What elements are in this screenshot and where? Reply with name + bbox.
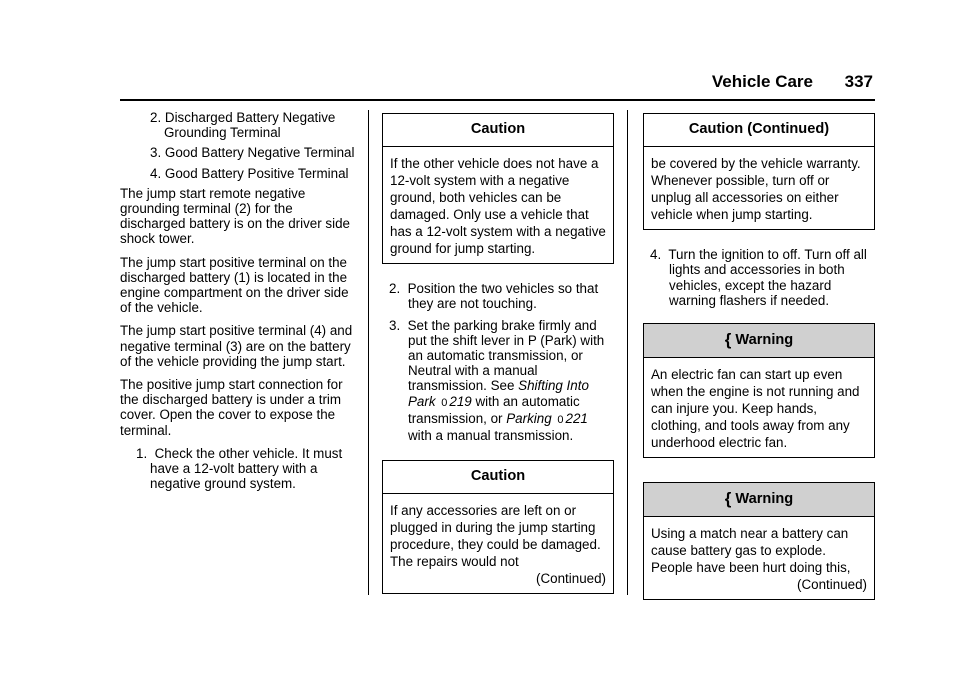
warning-icon: { — [724, 489, 732, 509]
step-1-text: Check the other vehicle. It must have a 12-volt battery with a negative ground system. — [150, 445, 343, 492]
caution-continued-body: be covered by the vehicle warranty. Whenever possible, turn off or unplug all accessories on either vehicle when jump starting. — [651, 156, 861, 223]
warning-body: An electric fan can start up even when the engine is not running and can injure you. Keep hands, clothing, and tools away from any underhood electric fan. — [651, 367, 860, 451]
page-reference-icon: 0 — [557, 413, 564, 426]
caution-continued-title: Caution (Continued) — [644, 114, 874, 147]
step-3-text-c: with a manual transmission. — [408, 428, 574, 444]
list-item-number: 3. — [150, 145, 162, 161]
step-4 — [643, 247, 875, 308]
caution-box-vehicle-system — [382, 113, 614, 264]
warning-box-electric-fan — [643, 323, 875, 458]
column-2 — [382, 110, 614, 594]
step-2-text: Position the two vehicles so that they are not touching. — [407, 281, 599, 312]
link-shifting-into-park[interactable]: Shifting Into Park — [408, 378, 589, 409]
warning-header — [644, 483, 874, 517]
paragraph-trim-cover: The positive jump start connection for the discharged battery is under a trim cover. Open the cover to expose the terminal. — [120, 377, 343, 438]
column-divider-1 — [368, 110, 369, 595]
header-title: Vehicle Care — [711, 72, 813, 91]
caution-body-wrap — [383, 494, 613, 593]
paragraph-good-battery-terminals: The jump start positive terminal (4) and negative terminal (3) are on the battery of the vehicle providing the jump start. — [120, 323, 353, 369]
step-2 — [382, 281, 614, 311]
step-3-text-b: with an automatic transmission, or — [408, 393, 580, 426]
step-3-number: 3. — [389, 317, 401, 333]
warning-body-wrap — [644, 517, 874, 599]
caution-box-continued — [643, 113, 875, 230]
warning-title: Warning — [735, 332, 794, 349]
caution-title: Caution — [383, 461, 613, 494]
warning-icon: { — [724, 330, 732, 350]
terminal-list-item — [120, 166, 355, 181]
page-ref-221[interactable]: 221 — [565, 410, 588, 426]
caution-box-accessories — [382, 460, 614, 594]
warning-body: Using a match near a battery can cause battery gas to explode. People have been hurt doing this, — [651, 526, 851, 576]
column-divider-2 — [627, 110, 628, 595]
step-3-text-a: Set the parking brake firmly and put the shift lever in P (Park) with an automatic transmission, or Neutral with a manual transmission. See — [407, 317, 605, 394]
page-ref-219[interactable]: 219 — [449, 393, 472, 409]
step-3 — [382, 318, 614, 444]
step-4-number: 4. — [650, 247, 662, 263]
warning-title: Warning — [735, 491, 794, 508]
terminal-list-item — [120, 110, 355, 140]
step-4-text: Turn the ignition to off. Turn off all lights and accessories in both vehicles, except the hazard warning flashers if needed. — [668, 247, 867, 308]
column-3 — [643, 110, 875, 600]
step-1-number: 1. — [136, 445, 148, 461]
list-item-text: Discharged Battery Negative Grounding Terminal — [164, 110, 336, 141]
list-item-number: 4. — [150, 165, 162, 181]
terminal-list — [120, 110, 355, 181]
warning-box-battery-gas — [643, 482, 875, 600]
caution-body: If the other vehicle does not have a 12-volt system with a negative ground, both vehicles can be damaged. Only use a vehicle that has a 12-volt system with a negative ground for jump starting. — [390, 156, 606, 257]
list-item-number: 2. — [150, 110, 162, 125]
caution-title: Caution — [383, 114, 613, 147]
list-item-text: Good Battery Negative Terminal — [164, 145, 355, 161]
paragraph-positive-terminal: The jump start positive terminal on the discharged battery (1) is located in the engine compartment on the driver side of the vehicle. — [120, 254, 349, 316]
page-reference-icon: 0 — [441, 396, 448, 409]
warning-header — [644, 324, 874, 358]
link-parking[interactable]: Parking — [506, 410, 552, 426]
header-divider — [120, 99, 875, 101]
terminal-list-item — [120, 145, 355, 160]
list-item-text: Good Battery Positive Terminal — [164, 165, 349, 181]
continued-label: (Continued) — [797, 577, 867, 593]
page-number: 337 — [844, 72, 873, 91]
step-1 — [120, 446, 355, 492]
continued-label: (Continued) — [536, 571, 606, 587]
paragraph-remote-negative: The jump start remote negative grounding terminal (2) for the discharged battery is on the driver side shock tower. — [120, 185, 350, 247]
page-header — [120, 72, 875, 100]
caution-body: If any accessories are left on or plugged in during the jump starting procedure, they could be damaged. The repairs would not — [390, 503, 601, 570]
column-1 — [120, 110, 355, 496]
step-2-number: 2. — [389, 281, 401, 297]
